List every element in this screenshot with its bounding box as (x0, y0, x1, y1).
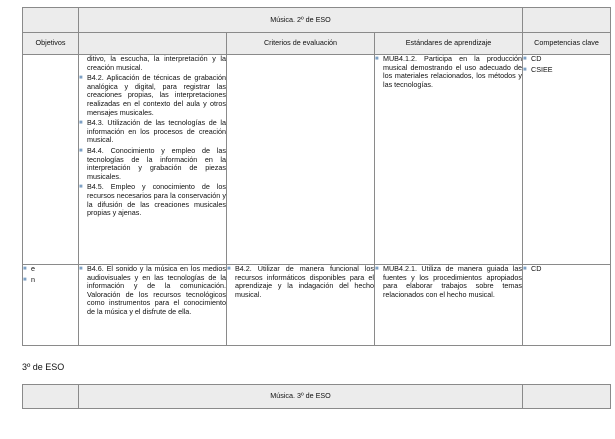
list-item: ■ e (23, 264, 35, 273)
bullet-icon: ■ (79, 266, 83, 272)
curriculum-table-2eso (22, 7, 611, 346)
bullet-icon: ■ (523, 56, 527, 62)
section-heading: 3º de ESO (22, 362, 65, 372)
list-item: ■ CD (523, 54, 542, 63)
title-right-blank (523, 385, 611, 409)
bullet-icon: ■ (523, 66, 527, 73)
bullet-icon: ■ (375, 266, 379, 272)
list-item: ■ CD (523, 264, 542, 273)
row2-contenidos (79, 265, 227, 346)
row1-objetivos (23, 55, 79, 265)
list-item: ■ MUB4.1.2. Participa en la producción musical demostrando el uso adecuado de los materiales relacionados, los métodos y las tecnologías. (375, 54, 523, 89)
bullet-icon: ■ (523, 266, 527, 272)
row1-contenidos (79, 55, 227, 265)
row2-estandares (375, 265, 523, 346)
list-item: ■ B4.2. Aplicación de técnicas de grabación analógica y digital, para registrar las creaciones propias, las interpretaciones realizadas en el contexto del aula y otros mensajes musicales. (79, 73, 226, 117)
row2-objetivos (23, 265, 79, 346)
list-item: ■ B4.3. Utilización de las tecnologías de la información en los procesos de creación musical. (79, 118, 226, 145)
content-continuation: ditivo, la escucha, la interpretación y la creación musical. (87, 54, 226, 72)
row1-competencias (523, 55, 611, 265)
bullet-icon: ■ (79, 147, 83, 154)
list-item: ■ B4.2. Utilizar de manera funcional los recursos informáticos disponibles para el aprendizaje y la indagación del hecho musical. (227, 264, 374, 299)
header-criterios: Criterios de evaluación (227, 33, 375, 55)
curriculum-table-3eso (22, 384, 611, 409)
title-left-blank (23, 8, 79, 33)
list-item: ■ CSIEE (523, 64, 553, 74)
bullet-icon: ■ (79, 184, 83, 191)
list-item: ■ B4.5. Empleo y conocimiento de los recursos necesarios para la conservación y la difusión de las creaciones musicales propias y ajenas. (79, 182, 226, 218)
list-item: ■ B4.6. El sonido y la música en los medios audiovisuales y en las tecnologías de la información y de la comunicación. Valoración de los recursos tecnológicos como instrumentos para el conocimiento de la música y el disfrute de ella. (79, 264, 226, 316)
header-estandares: Estándares de aprendizaje (375, 33, 523, 55)
row2-competencias (523, 265, 611, 346)
list-item: ■ B4.4. Conocimiento y empleo de las tecnologías de la información en la interpretación y grabación de piezas musicales. (79, 145, 226, 181)
bullet-icon: ■ (79, 120, 83, 127)
title-left-blank (23, 385, 79, 409)
row1-criterios (227, 55, 375, 265)
list-item: ■ MUB4.2.1. Utiliza de manera guiada las fuentes y los procedimientos apropiados para elaborar trabajos sobre temas relacionados con el hecho musical. (375, 264, 523, 299)
title-right-blank (523, 8, 611, 33)
bullet-icon: ■ (375, 56, 379, 62)
bullet-icon: ■ (23, 276, 27, 283)
header-competencias: Competencias clave (523, 33, 611, 55)
row2-criterios (227, 265, 375, 346)
bullet-icon: ■ (23, 266, 27, 272)
bullet-icon: ■ (227, 266, 231, 272)
list-item: ■ n (23, 274, 35, 284)
subject-title: Música. 2º de ESO (79, 8, 523, 33)
row1-estandares (375, 55, 523, 265)
header-contenidos-blank (79, 33, 227, 55)
bullet-icon: ■ (79, 75, 83, 82)
subject-title: Música. 3º de ESO (79, 385, 523, 409)
header-objetivos: Objetivos (23, 33, 79, 55)
